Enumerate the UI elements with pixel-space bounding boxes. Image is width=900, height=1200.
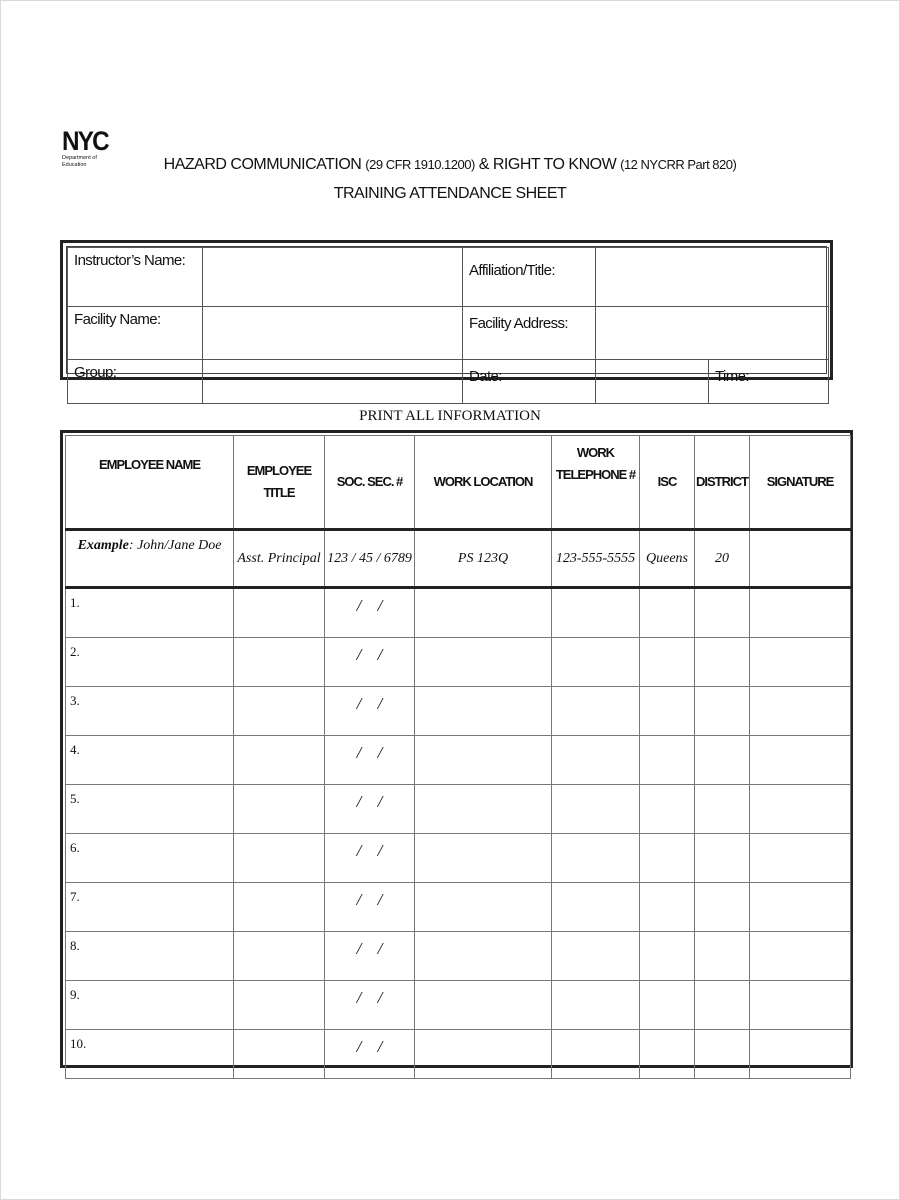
training-info-table xyxy=(67,247,829,404)
header-employee-name: EMPLOYEE NAME xyxy=(66,436,234,530)
ssn-separators: / / xyxy=(356,596,383,615)
ssn-separators: / / xyxy=(356,694,383,713)
work-telephone-cell[interactable] xyxy=(552,1030,640,1079)
row-number: 8. xyxy=(70,938,80,953)
header-employee-title-2: TITLE xyxy=(263,485,295,500)
table-row xyxy=(66,588,851,638)
row-number: 10. xyxy=(70,1036,87,1051)
ssn-separators: / / xyxy=(356,890,383,909)
header-work-location: WORK LOCATION xyxy=(415,436,552,530)
work-telephone-cell[interactable] xyxy=(552,785,640,834)
work-location-cell[interactable] xyxy=(415,736,552,785)
row-number: 5. xyxy=(70,791,80,806)
signature-cell[interactable] xyxy=(750,932,851,981)
isc-cell[interactable] xyxy=(640,588,695,638)
employee-title-cell[interactable] xyxy=(234,785,325,834)
header-row xyxy=(66,436,851,530)
row-number-cell[interactable] xyxy=(66,981,234,1030)
employee-title-cell[interactable] xyxy=(234,1030,325,1079)
work-telephone-cell[interactable] xyxy=(552,687,640,736)
title-line-2: TRAINING ATTENDANCE SHEET xyxy=(333,185,567,202)
ssn-separators: / / xyxy=(356,841,383,860)
attendance-rows xyxy=(66,588,851,1079)
work-location-cell[interactable] xyxy=(415,932,552,981)
example-name-value: : John/Jane Doe xyxy=(128,538,222,553)
isc-cell[interactable] xyxy=(640,687,695,736)
soc-sec-cell[interactable] xyxy=(325,785,415,834)
employee-title-cell[interactable] xyxy=(234,736,325,785)
work-location-cell[interactable] xyxy=(415,1030,552,1079)
table-row xyxy=(66,687,851,736)
ssn-separators: / / xyxy=(356,743,383,762)
work-telephone-cell[interactable] xyxy=(552,981,640,1030)
title-main-a: HAZARD COMMUNICATION xyxy=(163,156,366,173)
district-cell[interactable] xyxy=(695,981,750,1030)
employee-title-cell[interactable] xyxy=(234,687,325,736)
document-title xyxy=(0,154,900,205)
affiliation-title-field[interactable] xyxy=(596,248,829,307)
work-location-cell[interactable] xyxy=(415,687,552,736)
work-location-cell[interactable] xyxy=(415,883,552,932)
row-number: 6. xyxy=(70,840,80,855)
work-telephone-cell[interactable] xyxy=(552,932,640,981)
soc-sec-cell[interactable] xyxy=(325,932,415,981)
print-all-instruction: PRINT ALL INFORMATION xyxy=(359,408,541,424)
header-employee-title xyxy=(234,436,325,530)
table-row xyxy=(66,932,851,981)
header-isc: ISC xyxy=(640,436,695,530)
facility-address-label: Facility Address: xyxy=(463,307,596,360)
instructor-name-label: Instructor’s Name: xyxy=(68,248,203,307)
row-number: 3. xyxy=(70,693,80,708)
employee-title-cell[interactable] xyxy=(234,932,325,981)
header-employee-title-1: EMPLOYEE xyxy=(246,463,312,478)
soc-sec-cell[interactable] xyxy=(325,834,415,883)
district-cell[interactable] xyxy=(695,785,750,834)
example-ssn: 123 / 45 / 6789 xyxy=(325,530,415,588)
example-name xyxy=(66,530,234,588)
work-location-cell[interactable] xyxy=(415,785,552,834)
work-location-cell[interactable] xyxy=(415,981,552,1030)
time-field[interactable]: Time: xyxy=(709,360,829,404)
table-row xyxy=(66,1030,851,1079)
ssn-separators: / / xyxy=(356,1037,383,1056)
district-cell[interactable] xyxy=(695,932,750,981)
example-isc: Queens xyxy=(640,530,695,588)
soc-sec-cell[interactable] xyxy=(325,588,415,638)
soc-sec-cell[interactable] xyxy=(325,981,415,1030)
group-label: Group: xyxy=(68,360,203,404)
employee-title-cell[interactable] xyxy=(234,588,325,638)
district-cell[interactable] xyxy=(695,638,750,687)
table-row xyxy=(66,834,851,883)
employee-title-cell[interactable] xyxy=(234,638,325,687)
isc-cell[interactable] xyxy=(640,638,695,687)
row-number-cell[interactable] xyxy=(66,638,234,687)
row-number: 2. xyxy=(70,644,80,659)
table-row xyxy=(66,981,851,1030)
isc-cell[interactable] xyxy=(640,883,695,932)
date-label: Date: xyxy=(463,360,596,404)
row-number: 4. xyxy=(70,742,80,757)
attendance-table xyxy=(65,435,851,1079)
soc-sec-cell[interactable] xyxy=(325,687,415,736)
work-telephone-cell[interactable] xyxy=(552,834,640,883)
row-number-cell[interactable] xyxy=(66,687,234,736)
title-main-b: & RIGHT TO KNOW xyxy=(474,156,621,173)
district-cell[interactable] xyxy=(695,588,750,638)
signature-cell[interactable] xyxy=(750,638,851,687)
row-number-cell[interactable] xyxy=(66,785,234,834)
table-row xyxy=(66,883,851,932)
header-work-telephone-2: TELEPHONE # xyxy=(555,467,636,482)
example-label: Example xyxy=(77,538,129,553)
work-telephone-cell[interactable] xyxy=(552,588,640,638)
isc-cell[interactable] xyxy=(640,834,695,883)
ssn-separators: / / xyxy=(356,939,383,958)
example-district: 20 xyxy=(695,530,750,588)
district-cell[interactable] xyxy=(695,736,750,785)
header-work-telephone xyxy=(552,436,640,530)
isc-cell[interactable] xyxy=(640,785,695,834)
facility-address-field[interactable] xyxy=(596,307,829,360)
row-number-cell[interactable] xyxy=(66,932,234,981)
soc-sec-cell[interactable] xyxy=(325,883,415,932)
example-signature xyxy=(750,530,851,588)
affiliation-title-label: Affiliation/Title: xyxy=(463,248,596,307)
employee-title-cell[interactable] xyxy=(234,981,325,1030)
example-title: Asst. Principal xyxy=(234,530,325,588)
ssn-separators: / / xyxy=(356,988,383,1007)
district-cell[interactable] xyxy=(695,687,750,736)
title-cfr-ref: (29 CFR 1910.1200) xyxy=(365,157,475,172)
signature-cell[interactable] xyxy=(750,883,851,932)
work-telephone-cell[interactable] xyxy=(552,638,640,687)
logo-subtitle-2: Education xyxy=(62,161,87,168)
logo-mark: NYC xyxy=(62,126,108,156)
group-field[interactable] xyxy=(203,360,463,404)
ssn-separators: / / xyxy=(356,792,383,811)
signature-cell[interactable] xyxy=(750,588,851,638)
signature-cell[interactable] xyxy=(750,1030,851,1079)
logo-subtitle-1: Department of xyxy=(62,155,97,161)
employee-title-cell[interactable] xyxy=(234,834,325,883)
row-number: 7. xyxy=(70,889,80,904)
signature-cell[interactable] xyxy=(750,834,851,883)
header-district: DISTRICT xyxy=(695,436,750,530)
work-location-cell[interactable] xyxy=(415,834,552,883)
isc-cell[interactable] xyxy=(640,1030,695,1079)
soc-sec-cell[interactable] xyxy=(325,638,415,687)
header-work-telephone-1: WORK xyxy=(576,445,615,460)
district-cell[interactable] xyxy=(695,1030,750,1079)
facility-name-label: Facility Name: xyxy=(68,307,203,360)
header-signature: SIGNATURE xyxy=(750,436,851,530)
soc-sec-cell[interactable] xyxy=(325,736,415,785)
row-number-cell[interactable] xyxy=(66,1030,234,1079)
signature-cell[interactable] xyxy=(750,981,851,1030)
ssn-separators: / / xyxy=(356,645,383,664)
row-number-cell[interactable] xyxy=(66,588,234,638)
table-row xyxy=(66,638,851,687)
isc-cell[interactable] xyxy=(640,981,695,1030)
instructor-name-field[interactable] xyxy=(203,248,463,307)
title-line-1 xyxy=(0,154,900,176)
attendance-table-box xyxy=(60,430,853,1068)
district-cell[interactable] xyxy=(695,834,750,883)
row-number: 1. xyxy=(70,595,80,610)
employee-title-cell[interactable] xyxy=(234,883,325,932)
row-number-cell[interactable] xyxy=(66,834,234,883)
soc-sec-cell[interactable] xyxy=(325,1030,415,1079)
signature-cell[interactable] xyxy=(750,687,851,736)
work-telephone-cell[interactable] xyxy=(552,883,640,932)
training-info-box xyxy=(60,240,833,385)
work-telephone-cell[interactable] xyxy=(552,736,640,785)
row-number: 9. xyxy=(70,987,80,1002)
isc-cell[interactable] xyxy=(640,736,695,785)
example-row xyxy=(66,530,851,588)
row-number-cell[interactable] xyxy=(66,736,234,785)
date-field[interactable] xyxy=(596,360,709,404)
work-location-cell[interactable] xyxy=(415,638,552,687)
signature-cell[interactable] xyxy=(750,736,851,785)
example-telephone: 123-555-5555 xyxy=(552,530,640,588)
example-location: PS 123Q xyxy=(415,530,552,588)
row-number-cell[interactable] xyxy=(66,883,234,932)
work-location-cell[interactable] xyxy=(415,588,552,638)
title-nycrr-ref: (12 NYCRR Part 820) xyxy=(620,157,737,172)
table-row xyxy=(66,736,851,785)
district-cell[interactable] xyxy=(695,883,750,932)
header-soc-sec: SOC. SEC. # xyxy=(325,436,415,530)
isc-cell[interactable] xyxy=(640,932,695,981)
facility-name-field[interactable] xyxy=(203,307,463,360)
table-row xyxy=(66,785,851,834)
signature-cell[interactable] xyxy=(750,785,851,834)
